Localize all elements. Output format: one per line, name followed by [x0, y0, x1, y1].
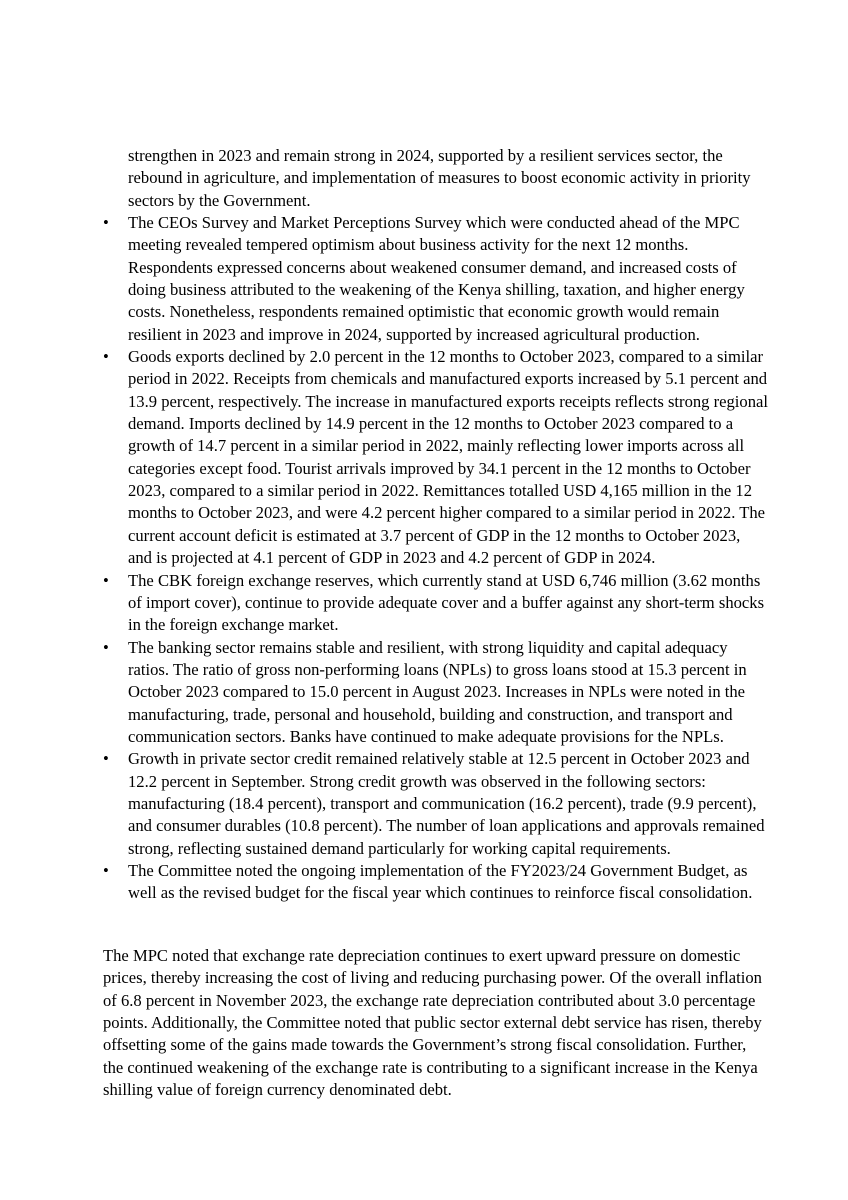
bullet-text: The CEOs Survey and Market Perceptions Survey which were conducted ahead of the MPC meeting revealed tempered optimism about business activity for the next 12 months. Respondents expressed concerns about weakened consumer demand, and increased costs of doing business attributed to the weakening of the Kenya shilling, taxation, and higher energy costs. Nonetheless, respondents remained optimistic that economic growth would remain resilient in 2023 and improve in 2024, supported by increased agricultural production.	[128, 213, 745, 344]
bullet-item	[103, 570, 768, 637]
bullet-icon: •	[103, 637, 109, 657]
bullet-text: Growth in private sector credit remained relatively stable at 12.5 percent in October 2023 and 12.2 percent in September. Strong credit growth was observed in the following sectors: manufacturing (18.4 percent), transport and communication (16.2 percent), trade (9.9 percent), and consumer durables (10.8 percent). The number of loan applications and approvals remained strong, reflecting sustained demand particularly for working capital requirements.	[128, 749, 765, 858]
bullet-icon: •	[103, 347, 109, 367]
bullet-item	[103, 346, 768, 569]
bullet-item	[103, 748, 768, 860]
bullet-icon: •	[103, 749, 109, 769]
bullet-item	[103, 637, 768, 749]
bullet-icon: •	[103, 570, 109, 590]
bullet-item	[103, 860, 768, 905]
bullet-item	[103, 212, 768, 346]
continued-bullet-text: strengthen in 2023 and remain strong in 2024, supported by a resilient services sector, the rebound in agriculture, and implementation of measures to boost economic activity in priority sectors by the Government.	[128, 146, 751, 210]
closing-paragraph: The MPC noted that exchange rate depreciation continues to exert upward pressure on domestic prices, thereby increasing the cost of living and reducing purchasing power. Of the overall inflation of 6.8 percent in November 2023, the exchange rate depreciation contributed about 3.0 percentage points. Additionally, the Committee noted that public sector external debt service has risen, thereby offsetting some of the gains made towards the Government’s strong fiscal consolidation. Further, the continued weakening of the exchange rate is contributing to a significant increase in the Kenya shilling value of foreign currency denominated debt.	[103, 946, 762, 1100]
bullet-text: The Committee noted the ongoing implementation of the FY2023/24 Government Budget, as well as the revised budget for the fiscal year which continues to reinforce fiscal consolidation.	[128, 860, 753, 903]
bullet-icon: •	[103, 860, 109, 880]
bullet-icon: •	[103, 213, 109, 232]
bullet-text: The CBK foreign exchange reserves, which currently stand at USD 6,746 million (3.62 months of import cover), continue to provide adequate cover and a buffer against any short-term shocks in the foreign exchange market.	[128, 570, 765, 635]
bullet-text: Goods exports declined by 2.0 percent in the 12 months to October 2023, compared to a similar period in 2022. Receipts from chemicals and manufactured exports increased by 5.1 percent and 13.9 percent, respectively. The increase in manufactured exports receipts reflects strong regional demand. Imports declined by 14.9 percent in the 12 months to October 2023 compared to a growth of 14.7 percent in a similar period in 2022, mainly reflecting lower imports across all categories except food. Tourist arrivals improved by 34.1 percent in the 12 months to October 2023, compared to a similar period in 2022. Remittances totalled USD 4,165 million in the 12 months to October 2023, and were 4.2 percent higher compared to a similar period in 2022. The current account deficit is estimated at 3.7 percent of GDP in the 12 months to October 2023, and is projected at 4.1 percent of GDP in 2023 and 4.2 percent of GDP in 2024.	[128, 347, 768, 568]
bullet-list	[103, 212, 768, 905]
bullet-text: The banking sector remains stable and resilient, with strong liquidity and capital adequacy ratios. The ratio of gross non-performing loans (NPLs) to gross loans stood at 15.3 percent in October 2023 compared to 15.0 percent in August 2023. Increases in NPLs were noted in the manufacturing, trade, personal and household, building and construction, and transport and communication sectors. Banks have continued to make adequate provisions for the NPLs.	[128, 637, 747, 746]
